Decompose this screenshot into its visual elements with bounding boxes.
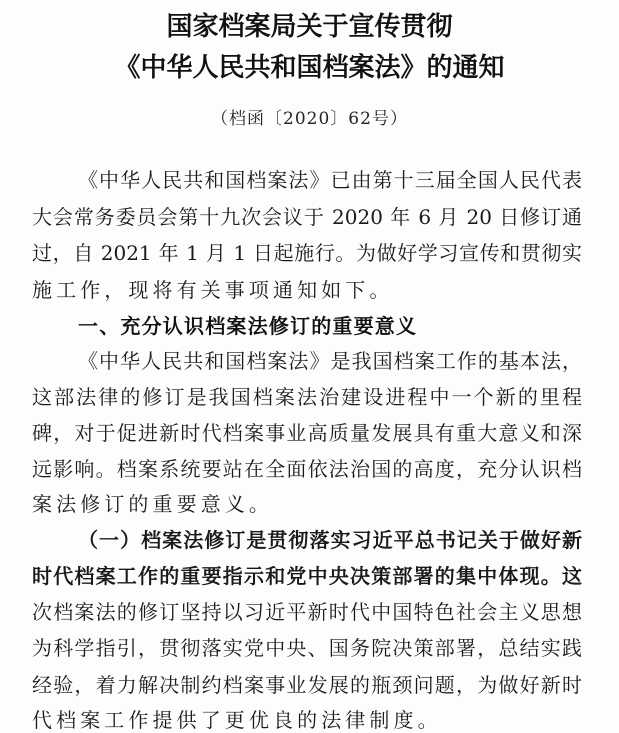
subsection-line: 经验，着力解决制约档案事业发展的瓶颈问题，为做好新时 (32, 673, 582, 697)
subsection-line: 为科学指引，贯彻落实党中央、国务院决策部署，总结实践 (32, 636, 582, 660)
intro-line: 《中华人民共和国档案法》已由第十三届全国人民代表 (78, 168, 582, 192)
intro-line: 过，自 2021 年 1 月 1 日起施行。为做好学习宣传和贯彻实 (32, 241, 582, 265)
intro-line: 大会常务委员会第十九次会议于 2020 年 6 月 20 日修订通 (32, 205, 582, 229)
section-line: 案法修订的重要意义。 (32, 492, 273, 516)
section-line: 远影响。档案系统要站在全面依法治国的高度，充分认识档 (32, 457, 582, 481)
document-title-line-2: 《中华人民共和国档案法》的通知 (114, 53, 505, 83)
subsection-line: 次档案法的修订坚持以习近平新时代中国特色社会主义思想 (32, 600, 582, 624)
subsection-line: 代档案工作提供了更优良的法律制度。 (32, 708, 442, 732)
section-line: 这部法律的修订是我国档案法治建设进程中一个新的里程 (32, 385, 582, 409)
document-title-line-1: 国家档案局关于宣传贯彻 (166, 12, 453, 42)
subsection-line: （一）档案法修订是贯彻落实习近平总书记关于做好新 (78, 528, 582, 552)
section-line: 碑，对于促进新时代档案事业高质量发展具有重大意义和深 (32, 421, 582, 445)
section-heading: 一、充分认识档案法修订的重要意义 (78, 314, 418, 338)
section-line: 《中华人民共和国档案法》是我国档案工作的基本法， (78, 349, 582, 373)
subsection-line: 时代档案工作的重要指示和党中央决策部署的集中体现。这 (32, 564, 582, 588)
document-number: （档函〔2020〕62号） (211, 109, 408, 129)
intro-line: 施工作，现将有关事项通知如下。 (32, 278, 394, 302)
